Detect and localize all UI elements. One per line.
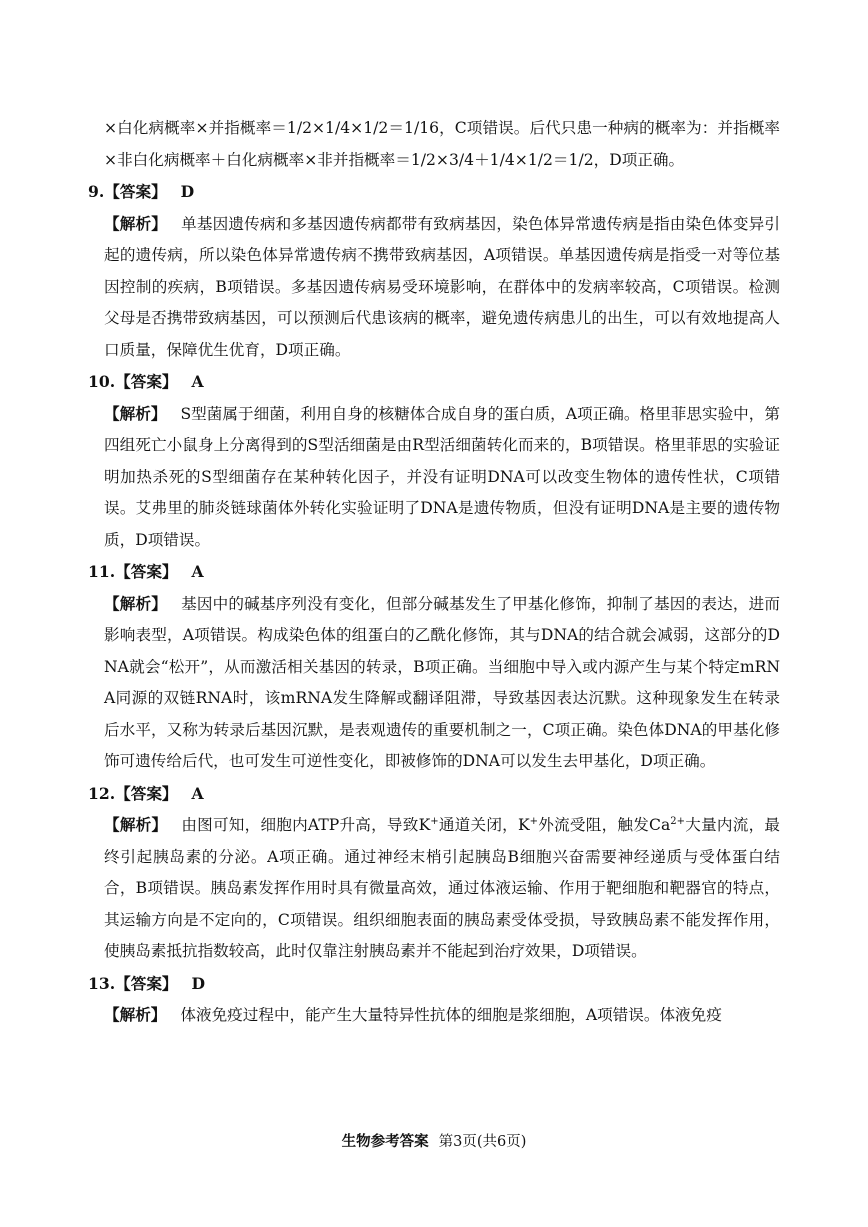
intro-paragraph: ×白化病概率×并指概率＝1/2×1/4×1/2＝1/16，C项错误。后代只患一种病的概率为：并指概率×非白化病概率＋白化病概率×非并指概率＝1/2×3/4＋1/4×1/2＝1/2，D项正确。 — [104, 119, 780, 169]
q13-analysis — [104, 999, 780, 1032]
q12-answer: A — [191, 783, 204, 803]
q11-number: 11. — [88, 562, 116, 581]
document-content — [88, 113, 780, 1032]
q12-analysis-text-4: 大量内流，最终引起胰岛素的分泌。A项正确。通过神经末梢引起胰岛B细胞兴奋需要神经递质与受体蛋白结合，B项错误。胰岛素发挥作用时具有微量高效，通过体液运输、作用于靶细胞和靶器官的特点，其运输方向是不定向的，C项错误。组织细胞表面的胰岛素受体受损，导致胰岛素不能发挥作用，使胰岛素抵抗指数较高，此时仅靠注射胰岛素并不能起到治疗效果，D项错误。 — [104, 816, 780, 960]
analysis-label: 【解析】 — [104, 1005, 167, 1024]
q9-analysis — [104, 208, 780, 367]
q13-analysis-text: 体液免疫过程中，能产生大量特异性抗体的细胞是浆细胞，A项错误。体液免疫 — [180, 1006, 722, 1024]
q12-answer-line — [88, 778, 780, 810]
answer-label: 【答案】 — [115, 372, 178, 391]
analysis-label: 【解析】 — [104, 593, 168, 613]
q11-analysis-text: 基因中的碱基序列没有变化，但部分碱基发生了甲基化修饰，抑制了基因的表达，进而影响表型，A项错误。构成染色体的组蛋白的乙酰化修饰，其与DNA的结合就会减弱，这部分的DNA就会“松开”，从而激活相关基因的转录，B项正确。当细胞中导入或内源产生与某个特定mRNA同源的双链RNA时，该mRNA发生降解或翻译阻滞，导致基因表达沉默。这种现象发生在转录后水平，又称为转录后基因沉默，是表观遗传的重要机制之一，C项正确。染色体DNA的甲基化修饰可遗传给后代，也可发生可逆性变化，即被修饰的DNA可以发生去甲基化，D项正确。 — [104, 594, 780, 770]
analysis-label: 【解析】 — [104, 815, 168, 834]
q11-analysis — [104, 588, 780, 778]
q12-superscript-3: 2+ — [670, 816, 686, 827]
q11-answer-line — [88, 556, 780, 588]
q12-analysis-text-3: 外流受阻，触发Ca — [538, 816, 671, 834]
q12-analysis-text-2: 通道关闭，K — [438, 816, 530, 834]
answer-label: 【答案】 — [115, 562, 178, 581]
q12-analysis — [104, 809, 780, 968]
footer-page-number: 第3页(共6页) — [438, 1134, 527, 1150]
q13-answer-line — [88, 968, 780, 1000]
q13-number: 13. — [88, 973, 116, 993]
footer-title: 生物参考答案 — [341, 1133, 429, 1150]
page-footer — [0, 1130, 868, 1151]
q11-answer: A — [191, 562, 204, 581]
q9-answer-line — [88, 176, 780, 208]
q9-answer: D — [180, 182, 195, 201]
q10-number: 10. — [88, 372, 116, 391]
q12-superscript-2: + — [529, 816, 539, 827]
q10-analysis — [104, 398, 780, 557]
q10-answer-line — [88, 366, 780, 398]
q10-answer: A — [191, 372, 204, 391]
q9-number: 9. — [88, 182, 105, 201]
q9-analysis-text: 单基因遗传病和多基因遗传病都带有致病基因，染色体异常遗传病是指由染色体变异引起的遗传病，所以染色体异常遗传病不携带致病基因，A项错误。单基因遗传病是指受一对等位基因控制的疾病，B项错误。多基因遗传病易受环境影响，在群体中的发病率较高，C项错误。检测父母是否携带致病基因，可以预测后代患该病的概率，避免遗传病患儿的出生，可以有效地提高人口质量，保障优生优育，D项正确。 — [104, 214, 780, 359]
answer-label: 【答案】 — [115, 973, 178, 993]
q12-superscript-1: + — [430, 816, 439, 827]
analysis-label: 【解析】 — [104, 403, 167, 423]
analysis-label: 【解析】 — [104, 213, 168, 233]
q12-analysis-text-1: 由图可知，细胞内ATP升高，导致K — [181, 816, 431, 834]
q13-answer: D — [191, 973, 206, 993]
q10-analysis-text: S型菌属于细菌，利用自身的核糖体合成自身的蛋白质，A项正确。格里菲思实验中，第四组死亡小鼠身上分离得到的S型活细菌是由R型活细菌转化而来的，B项错误。格里菲思的实验证明加热杀死的S型细菌存在某种转化因子，并没有证明DNA可以改变生物体的遗传性状，C项错误。艾弗里的肺炎链球菌体外转化实验证明了DNA是遗传物质，但没有证明DNA是主要的遗传物质，D项错误。 — [104, 404, 780, 549]
answer-label: 【答案】 — [104, 182, 167, 201]
q12-number: 12. — [88, 783, 116, 803]
answer-label: 【答案】 — [115, 783, 178, 803]
